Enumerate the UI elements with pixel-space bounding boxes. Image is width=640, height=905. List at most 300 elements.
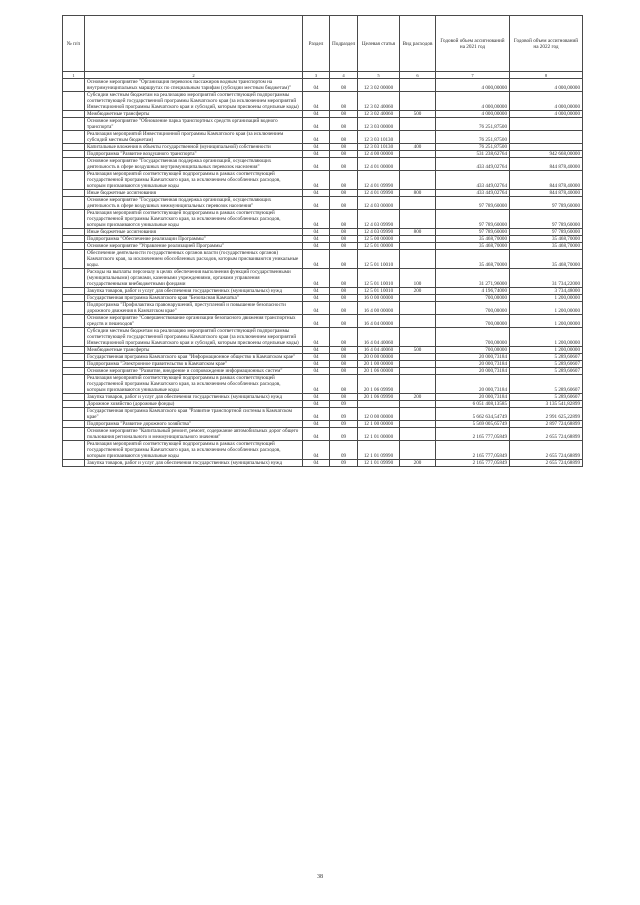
row-target-article-cell: 12 4 03 09990 bbox=[358, 229, 400, 236]
table-row bbox=[63, 243, 583, 250]
row-amount-2022-cell: 2 655 724,68899 bbox=[510, 441, 583, 460]
row-expense-type-cell bbox=[400, 92, 436, 111]
row-name-cell: Реализация мероприятий соответствующей подпрограммы в рамках соответствующей государственной программы Камчатского края, за исключением обособленных расходов, которым присваиваются уникальные коды bbox=[85, 171, 303, 190]
row-target-article-cell: 12 4 01 09990 bbox=[358, 190, 400, 197]
row-expense-type-cell bbox=[400, 421, 436, 428]
row-expense-type-cell bbox=[400, 328, 436, 347]
row-number-cell bbox=[63, 236, 85, 243]
row-amount-2022-cell: 942 668,00000 bbox=[510, 151, 583, 158]
row-name-cell: Межбюджетные трансферты bbox=[85, 111, 303, 118]
row-amount-2021-cell: 97 789,60000 bbox=[436, 197, 510, 210]
row-razdel-cell: 04 bbox=[303, 375, 330, 394]
row-amount-2021-cell: 4 000,00000 bbox=[436, 92, 510, 111]
row-amount-2022-cell bbox=[510, 131, 583, 144]
row-number-cell bbox=[63, 92, 85, 111]
row-name-cell: Межбюджетные трансферты bbox=[85, 347, 303, 354]
row-razdel-cell: 04 bbox=[303, 328, 330, 347]
budget-table bbox=[62, 15, 583, 467]
row-amount-2022-cell: 4 000,00000 bbox=[510, 92, 583, 111]
row-amount-2021-cell: 2 165 777,05849 bbox=[436, 441, 510, 460]
row-amount-2021-cell: 531 238,62764 bbox=[436, 151, 510, 158]
row-amount-2022-cell: 97 789,60000 bbox=[510, 229, 583, 236]
row-name-cell: Субсидии местным бюджетам на реализацию мероприятий соответствующей подпрограммы соответствующей государственной программы Камчатского края (за исключением мероприятий Инвестиционной программы Камчатского края и субсидий, которым присвоены отдельные коды) bbox=[85, 328, 303, 347]
row-name-cell: Основное мероприятие "Управление реализацией Программы" bbox=[85, 243, 303, 250]
row-amount-2021-cell: 76 251,87500 bbox=[436, 118, 510, 131]
row-amount-2021-cell: 433 449,02764 bbox=[436, 158, 510, 171]
row-podrazdel-cell: 08 bbox=[330, 158, 358, 171]
row-number-cell bbox=[63, 269, 85, 288]
row-target-article-cell: 16 4 04 00000 bbox=[358, 315, 400, 328]
row-name-cell: Основное мероприятие "Совершенствование организации безопасного движения транспортных средств и пешеходов" bbox=[85, 315, 303, 328]
row-target-article-cell: 20 0 00 00000 bbox=[358, 354, 400, 361]
row-name-cell: Расходы на выплаты персоналу в целях обеспечения выполнения функций государственными (муниципальными) органами, казенными учреждениями, органами управления государственными внебюджетными фондами bbox=[85, 269, 303, 288]
row-razdel-cell: 04 bbox=[303, 111, 330, 118]
row-amount-2022-cell: 31 734,22000 bbox=[510, 269, 583, 288]
table-row bbox=[63, 92, 583, 111]
row-number-cell bbox=[63, 144, 85, 151]
row-amount-2022-cell: 5 289,60607 bbox=[510, 361, 583, 368]
row-target-article-cell: 12 3 03 10130 bbox=[358, 144, 400, 151]
row-expense-type-cell bbox=[400, 118, 436, 131]
row-amount-2022-cell: 844 878,40000 bbox=[510, 171, 583, 190]
row-razdel-cell: 04 bbox=[303, 151, 330, 158]
row-amount-2022-cell: 35 468,70000 bbox=[510, 236, 583, 243]
row-number-cell bbox=[63, 441, 85, 460]
row-razdel-cell: 04 bbox=[303, 229, 330, 236]
row-name-cell: Основное мероприятие "Государственная поддержка организаций, осуществляющих деятельность в сфере воздушных внутримуниципальных перевозок населения" bbox=[85, 158, 303, 171]
row-target-article-cell: 16 0 00 00000 bbox=[358, 295, 400, 302]
row-amount-2022-cell: 35 468,70000 bbox=[510, 243, 583, 250]
row-name-cell: Субсидии местным бюджетам на реализацию мероприятий соответствующей подпрограммы соответствующей государственной программы Камчатского края (за исключением мероприятий Инвестиционной программы Камчатского края и субсидий, которым присвоены отдельные коды) bbox=[85, 92, 303, 111]
row-number-cell bbox=[63, 79, 85, 92]
row-razdel-cell: 04 bbox=[303, 401, 330, 408]
row-podrazdel-cell: 09 bbox=[330, 421, 358, 428]
row-target-article-cell: 20 1 00 00000 bbox=[358, 361, 400, 368]
row-number-cell bbox=[63, 229, 85, 236]
row-target-article-cell: 12 1 00 00000 bbox=[358, 421, 400, 428]
row-razdel-cell: 04 bbox=[303, 368, 330, 375]
row-amount-2022-cell bbox=[510, 144, 583, 151]
row-expense-type-cell bbox=[400, 158, 436, 171]
row-razdel-cell: 04 bbox=[303, 428, 330, 441]
row-target-article-cell: 12 3 02 40060 bbox=[358, 92, 400, 111]
table-row bbox=[63, 368, 583, 375]
row-target-article-cell: 12 5 01 00000 bbox=[358, 243, 400, 250]
row-amount-2022-cell: 2 897 724,68899 bbox=[510, 421, 583, 428]
row-amount-2022-cell bbox=[510, 118, 583, 131]
row-name-cell: Дорожное хозяйство (дорожные фонды) bbox=[85, 401, 303, 408]
row-expense-type-cell bbox=[400, 295, 436, 302]
row-amount-2021-cell: 97 789,60000 bbox=[436, 229, 510, 236]
table-row bbox=[63, 354, 583, 361]
row-amount-2022-cell: 5 289,60607 bbox=[510, 375, 583, 394]
row-number-cell bbox=[63, 328, 85, 347]
row-expense-type-cell: 100 bbox=[400, 269, 436, 288]
row-name-cell: Реализация мероприятий соответствующей подпрограммы в рамках соответствующей государственной программы Камчатского края, за исключением обособленных расходов, которым присваиваются уникальные коды bbox=[85, 441, 303, 460]
row-amount-2021-cell: 97 789,60000 bbox=[436, 210, 510, 229]
table-row bbox=[63, 441, 583, 460]
row-amount-2022-cell: 4 000,00000 bbox=[510, 79, 583, 92]
row-amount-2021-cell: 35 468,70000 bbox=[436, 243, 510, 250]
header-row bbox=[63, 16, 583, 72]
table-row bbox=[63, 190, 583, 197]
row-target-article-cell: 12 5 01 10010 bbox=[358, 288, 400, 295]
row-expense-type-cell bbox=[400, 354, 436, 361]
row-amount-2021-cell: 20 000,73184 bbox=[436, 368, 510, 375]
table-row bbox=[63, 375, 583, 394]
row-expense-type-cell bbox=[400, 151, 436, 158]
row-target-article-cell: 12 4 03 00000 bbox=[358, 197, 400, 210]
table-row bbox=[63, 118, 583, 131]
row-name-cell: Реализация мероприятий соответствующей подпрограммы в рамках соответствующей государственной программы Камчатского края, за исключением обособленных расходов, которым присваиваются уникальные коды bbox=[85, 210, 303, 229]
table-row bbox=[63, 144, 583, 151]
row-name-cell: Закупка товаров, работ и услуг для обеспечения государственных (муниципальных) нужд bbox=[85, 394, 303, 401]
row-number-cell bbox=[63, 151, 85, 158]
row-amount-2022-cell: 2 655 724,68899 bbox=[510, 428, 583, 441]
row-target-article-cell: 12 4 03 09990 bbox=[358, 210, 400, 229]
row-razdel-cell: 04 bbox=[303, 421, 330, 428]
table-header bbox=[63, 16, 583, 79]
row-target-article-cell: 20 1 06 09990 bbox=[358, 375, 400, 394]
row-amount-2022-cell: 1 200,00000 bbox=[510, 315, 583, 328]
column-number: 4 bbox=[330, 72, 358, 79]
row-razdel-cell: 04 bbox=[303, 302, 330, 315]
row-amount-2021-cell: 35 468,70000 bbox=[436, 250, 510, 269]
row-expense-type-cell bbox=[400, 401, 436, 408]
row-amount-2022-cell: 35 468,70000 bbox=[510, 250, 583, 269]
row-amount-2021-cell: 4 000,00000 bbox=[436, 111, 510, 118]
row-podrazdel-cell: 08 bbox=[330, 347, 358, 354]
row-name-cell: Основное мероприятие "Организация перевозок пассажиров водным транспортом на внутримуниципальных маршрутах по специальным тарифам (субсидии местным бюджетам)" bbox=[85, 79, 303, 92]
row-razdel-cell: 04 bbox=[303, 315, 330, 328]
table-row bbox=[63, 171, 583, 190]
row-podrazdel-cell: 08 bbox=[330, 190, 358, 197]
table-row bbox=[63, 394, 583, 401]
row-expense-type-cell bbox=[400, 315, 436, 328]
row-name-cell: Капитальные вложения в объекты государственной (муниципальной) собственности bbox=[85, 144, 303, 151]
row-amount-2022-cell: 3 135 541,82899 bbox=[510, 401, 583, 408]
row-expense-type-cell bbox=[400, 250, 436, 269]
row-number-cell bbox=[63, 190, 85, 197]
header-amount-2022: Годовой объем ассигнований на 2022 год bbox=[510, 16, 583, 72]
row-amount-2021-cell: 4 000,00000 bbox=[436, 79, 510, 92]
table-row bbox=[63, 347, 583, 354]
row-target-article-cell: 12 3 03 00000 bbox=[358, 118, 400, 131]
row-amount-2022-cell: 97 789,60000 bbox=[510, 210, 583, 229]
budget-sheet bbox=[62, 15, 582, 467]
row-number-cell bbox=[63, 428, 85, 441]
row-expense-type-cell bbox=[400, 171, 436, 190]
row-amount-2021-cell: 76 251,87500 bbox=[436, 144, 510, 151]
row-amount-2021-cell: 2 165 777,05849 bbox=[436, 428, 510, 441]
header-num: № п/п bbox=[63, 16, 85, 72]
row-expense-type-cell bbox=[400, 408, 436, 421]
row-target-article-cell: 12 5 01 10010 bbox=[358, 250, 400, 269]
row-target-article-cell: 16 4 04 40060 bbox=[358, 347, 400, 354]
row-amount-2022-cell: 3 734,48000 bbox=[510, 288, 583, 295]
row-expense-type-cell bbox=[400, 361, 436, 368]
header-amount-2021: Годовой объем ассигнований на 2021 год bbox=[436, 16, 510, 72]
row-amount-2022-cell: 844 878,40000 bbox=[510, 190, 583, 197]
row-razdel-cell: 04 bbox=[303, 269, 330, 288]
table-body bbox=[63, 79, 583, 467]
row-name-cell: Подпрограмма "Профилактика правонарушений, преступлений и повышение безопасности дорожного движения в Камчатском крае" bbox=[85, 302, 303, 315]
row-podrazdel-cell: 08 bbox=[330, 144, 358, 151]
row-number-cell bbox=[63, 118, 85, 131]
row-razdel-cell: 04 bbox=[303, 394, 330, 401]
row-podrazdel-cell: 08 bbox=[330, 151, 358, 158]
table-row bbox=[63, 295, 583, 302]
row-razdel-cell: 04 bbox=[303, 118, 330, 131]
column-number: 8 bbox=[510, 72, 583, 79]
table-row bbox=[63, 197, 583, 210]
row-podrazdel-cell: 08 bbox=[330, 361, 358, 368]
row-razdel-cell: 04 bbox=[303, 243, 330, 250]
row-podrazdel-cell: 08 bbox=[330, 375, 358, 394]
row-podrazdel-cell: 08 bbox=[330, 210, 358, 229]
row-target-article-cell: 16 4 00 00000 bbox=[358, 302, 400, 315]
row-podrazdel-cell: 09 bbox=[330, 460, 358, 467]
row-number-cell bbox=[63, 295, 85, 302]
row-amount-2022-cell: 4 000,00000 bbox=[510, 111, 583, 118]
row-name-cell: Подпрограмма "Обеспечение реализации Программы" bbox=[85, 236, 303, 243]
row-podrazdel-cell: 08 bbox=[330, 302, 358, 315]
row-number-cell bbox=[63, 460, 85, 467]
row-name-cell: Иные бюджетные ассигнования bbox=[85, 229, 303, 236]
row-target-article-cell bbox=[358, 401, 400, 408]
table-row bbox=[63, 250, 583, 269]
row-number-cell bbox=[63, 361, 85, 368]
row-expense-type-cell bbox=[400, 428, 436, 441]
row-target-article-cell: 20 1 06 00000 bbox=[358, 368, 400, 375]
row-podrazdel-cell: 08 bbox=[330, 295, 358, 302]
table-row bbox=[63, 408, 583, 421]
row-podrazdel-cell: 08 bbox=[330, 118, 358, 131]
row-expense-type-cell bbox=[400, 197, 436, 210]
row-number-cell bbox=[63, 288, 85, 295]
row-target-article-cell: 12 4 00 00000 bbox=[358, 151, 400, 158]
row-target-article-cell: 12 1 01 09990 bbox=[358, 441, 400, 460]
row-razdel-cell: 04 bbox=[303, 408, 330, 421]
column-number: 5 bbox=[358, 72, 400, 79]
table-row bbox=[63, 328, 583, 347]
row-amount-2021-cell: 20 000,73184 bbox=[436, 354, 510, 361]
row-amount-2021-cell: 20 000,73184 bbox=[436, 375, 510, 394]
row-razdel-cell: 04 bbox=[303, 197, 330, 210]
row-razdel-cell: 04 bbox=[303, 210, 330, 229]
row-target-article-cell: 12 5 00 00000 bbox=[358, 236, 400, 243]
row-amount-2022-cell: 5 289,60607 bbox=[510, 354, 583, 361]
row-expense-type-cell bbox=[400, 79, 436, 92]
row-podrazdel-cell: 08 bbox=[330, 394, 358, 401]
row-number-cell bbox=[63, 408, 85, 421]
table-row bbox=[63, 151, 583, 158]
row-number-cell bbox=[63, 421, 85, 428]
row-name-cell: Обеспечение деятельности государственных органов власти (государственных органов) Камчатского края, за исключением обособленных расходов, которым присваиваются уникальные коды. bbox=[85, 250, 303, 269]
row-podrazdel-cell: 08 bbox=[330, 171, 358, 190]
row-number-cell bbox=[63, 250, 85, 269]
row-podrazdel-cell: 08 bbox=[330, 288, 358, 295]
table-row bbox=[63, 361, 583, 368]
row-name-cell: Подпрограмма "Электронное правительство в Камчатском крае" bbox=[85, 361, 303, 368]
table-row bbox=[63, 315, 583, 328]
column-number: 1 bbox=[63, 72, 85, 79]
row-razdel-cell: 04 bbox=[303, 347, 330, 354]
header-target-article: Целевая статья bbox=[358, 16, 400, 72]
row-amount-2022-cell: 1 200,00000 bbox=[510, 302, 583, 315]
row-expense-type-cell bbox=[400, 302, 436, 315]
row-amount-2021-cell: 31 271,96000 bbox=[436, 269, 510, 288]
row-amount-2022-cell: 1 200,00000 bbox=[510, 295, 583, 302]
row-razdel-cell: 04 bbox=[303, 288, 330, 295]
row-name-cell: Государственная программа Камчатского края "Безопасная Камчатка" bbox=[85, 295, 303, 302]
row-name-cell: Реализация мероприятий соответствующей подпрограммы в рамках соответствующей государственной программы Камчатского края, за исключением обособленных расходов, которым присваиваются уникальные коды bbox=[85, 375, 303, 394]
table-row bbox=[63, 236, 583, 243]
row-target-article-cell: 12 4 01 09990 bbox=[358, 171, 400, 190]
row-amount-2021-cell: 700,00000 bbox=[436, 347, 510, 354]
row-expense-type-cell: 500 bbox=[400, 111, 436, 118]
row-podrazdel-cell: 08 bbox=[330, 111, 358, 118]
row-number-cell bbox=[63, 394, 85, 401]
header-podrazdel: Подраздел bbox=[330, 16, 358, 72]
row-number-cell bbox=[63, 197, 85, 210]
row-amount-2022-cell: 5 289,60607 bbox=[510, 394, 583, 401]
row-amount-2021-cell: 35 468,70000 bbox=[436, 236, 510, 243]
row-amount-2021-cell: 2 165 777,05849 bbox=[436, 460, 510, 467]
row-razdel-cell: 04 bbox=[303, 79, 330, 92]
row-amount-2021-cell: 700,00000 bbox=[436, 302, 510, 315]
row-podrazdel-cell: 09 bbox=[330, 408, 358, 421]
row-amount-2021-cell: 5 662 634,54749 bbox=[436, 408, 510, 421]
column-number-row bbox=[63, 72, 583, 79]
column-number: 6 bbox=[400, 72, 436, 79]
row-target-article-cell: 12 1 01 09990 bbox=[358, 460, 400, 467]
row-podrazdel-cell: 08 bbox=[330, 315, 358, 328]
row-razdel-cell: 04 bbox=[303, 250, 330, 269]
page-number: 38 bbox=[317, 874, 323, 880]
row-amount-2021-cell: 433 449,02764 bbox=[436, 171, 510, 190]
table-row bbox=[63, 158, 583, 171]
row-razdel-cell: 04 bbox=[303, 190, 330, 197]
row-razdel-cell: 04 bbox=[303, 92, 330, 111]
row-expense-type-cell: 800 bbox=[400, 229, 436, 236]
row-expense-type-cell: 800 bbox=[400, 190, 436, 197]
row-amount-2021-cell: 700,00000 bbox=[436, 328, 510, 347]
row-number-cell bbox=[63, 210, 85, 229]
row-podrazdel-cell: 08 bbox=[330, 229, 358, 236]
row-razdel-cell: 04 bbox=[303, 361, 330, 368]
table-row bbox=[63, 111, 583, 118]
row-expense-type-cell: 400 bbox=[400, 144, 436, 151]
row-podrazdel-cell: 08 bbox=[330, 79, 358, 92]
table-row bbox=[63, 421, 583, 428]
row-name-cell: Основное мероприятие "Развитие, внедрение и сопровождение информационных систем" bbox=[85, 368, 303, 375]
row-amount-2021-cell: 6 051 408,13585 bbox=[436, 401, 510, 408]
row-razdel-cell: 04 bbox=[303, 441, 330, 460]
row-podrazdel-cell: 08 bbox=[330, 250, 358, 269]
row-amount-2022-cell: 1 200,00000 bbox=[510, 347, 583, 354]
row-podrazdel-cell: 08 bbox=[330, 92, 358, 111]
row-target-article-cell: 12 5 01 10010 bbox=[358, 269, 400, 288]
row-razdel-cell: 04 bbox=[303, 236, 330, 243]
table-row bbox=[63, 79, 583, 92]
row-amount-2021-cell: 700,00000 bbox=[436, 295, 510, 302]
row-number-cell bbox=[63, 171, 85, 190]
row-name-cell: Основное мероприятие "Обновление парка транспортных средств организаций водного транспорта" bbox=[85, 118, 303, 131]
row-name-cell: Закупка товаров, работ и услуг для обеспечения государственных (муниципальных) нужд bbox=[85, 288, 303, 295]
row-razdel-cell: 04 bbox=[303, 354, 330, 361]
row-number-cell bbox=[63, 347, 85, 354]
row-amount-2021-cell: 76 251,87500 bbox=[436, 131, 510, 144]
row-amount-2021-cell: 20 000,73184 bbox=[436, 361, 510, 368]
row-expense-type-cell bbox=[400, 131, 436, 144]
row-target-article-cell: 16 4 04 40060 bbox=[358, 328, 400, 347]
row-name-cell: Подпрограмма "Развитие дорожного хозяйства" bbox=[85, 421, 303, 428]
row-amount-2021-cell: 20 000,73184 bbox=[436, 394, 510, 401]
row-amount-2022-cell: 844 878,40000 bbox=[510, 158, 583, 171]
column-number: 7 bbox=[436, 72, 510, 79]
table-row bbox=[63, 229, 583, 236]
row-razdel-cell: 04 bbox=[303, 144, 330, 151]
row-razdel-cell: 04 bbox=[303, 158, 330, 171]
row-amount-2022-cell: 5 289,60607 bbox=[510, 368, 583, 375]
row-amount-2021-cell: 433 449,02764 bbox=[436, 190, 510, 197]
row-number-cell bbox=[63, 111, 85, 118]
row-expense-type-cell bbox=[400, 375, 436, 394]
table-row bbox=[63, 131, 583, 144]
row-podrazdel-cell: 08 bbox=[330, 368, 358, 375]
row-amount-2021-cell: 4 196,74000 bbox=[436, 288, 510, 295]
row-expense-type-cell: 200 bbox=[400, 288, 436, 295]
row-number-cell bbox=[63, 401, 85, 408]
row-target-article-cell: 12 0 00 00000 bbox=[358, 408, 400, 421]
row-expense-type-cell bbox=[400, 368, 436, 375]
row-expense-type-cell: 500 bbox=[400, 347, 436, 354]
row-name-cell: Закупка товаров, работ и услуг для обеспечения государственных (муниципальных) нужд bbox=[85, 460, 303, 467]
header-expense-type: Вид расходов bbox=[400, 16, 436, 72]
row-podrazdel-cell: 08 bbox=[330, 197, 358, 210]
row-podrazdel-cell: 09 bbox=[330, 441, 358, 460]
row-name-cell: Реализация мероприятий Инвестиционной программы Камчатского края (за исключением субсидий местным бюджетам) bbox=[85, 131, 303, 144]
row-amount-2022-cell: 1 200,00000 bbox=[510, 328, 583, 347]
row-expense-type-cell: 200 bbox=[400, 460, 436, 467]
row-number-cell bbox=[63, 243, 85, 250]
row-podrazdel-cell: 08 bbox=[330, 328, 358, 347]
row-amount-2022-cell: 2 655 724,68899 bbox=[510, 460, 583, 467]
header-razdel: Раздел bbox=[303, 16, 330, 72]
row-expense-type-cell: 200 bbox=[400, 394, 436, 401]
row-name-cell: Государственная программа Камчатского края "Информационное общество в Камчатском крае" bbox=[85, 354, 303, 361]
row-expense-type-cell bbox=[400, 210, 436, 229]
table-row bbox=[63, 269, 583, 288]
row-number-cell bbox=[63, 131, 85, 144]
table-row bbox=[63, 210, 583, 229]
row-name-cell: Основное мероприятие "Государственная поддержка организаций, осуществляющих деятельность в сфере воздушных межмуниципальных перевозок населения" bbox=[85, 197, 303, 210]
row-amount-2021-cell: 5 569 005,65749 bbox=[436, 421, 510, 428]
row-razdel-cell: 04 bbox=[303, 131, 330, 144]
table-row bbox=[63, 428, 583, 441]
row-razdel-cell: 04 bbox=[303, 171, 330, 190]
row-name-cell: Основное мероприятие "Капитальный ремонт, ремонт, содержание автомобильных дорог общего пользования регионального и межмуниципального значения" bbox=[85, 428, 303, 441]
row-podrazdel-cell: 08 bbox=[330, 269, 358, 288]
table-row bbox=[63, 460, 583, 467]
row-podrazdel-cell: 08 bbox=[330, 354, 358, 361]
row-number-cell bbox=[63, 375, 85, 394]
row-podrazdel-cell: 08 bbox=[330, 236, 358, 243]
row-target-article-cell: 12 3 03 10130 bbox=[358, 131, 400, 144]
row-amount-2022-cell: 97 789,60000 bbox=[510, 197, 583, 210]
column-number: 2 bbox=[85, 72, 303, 79]
